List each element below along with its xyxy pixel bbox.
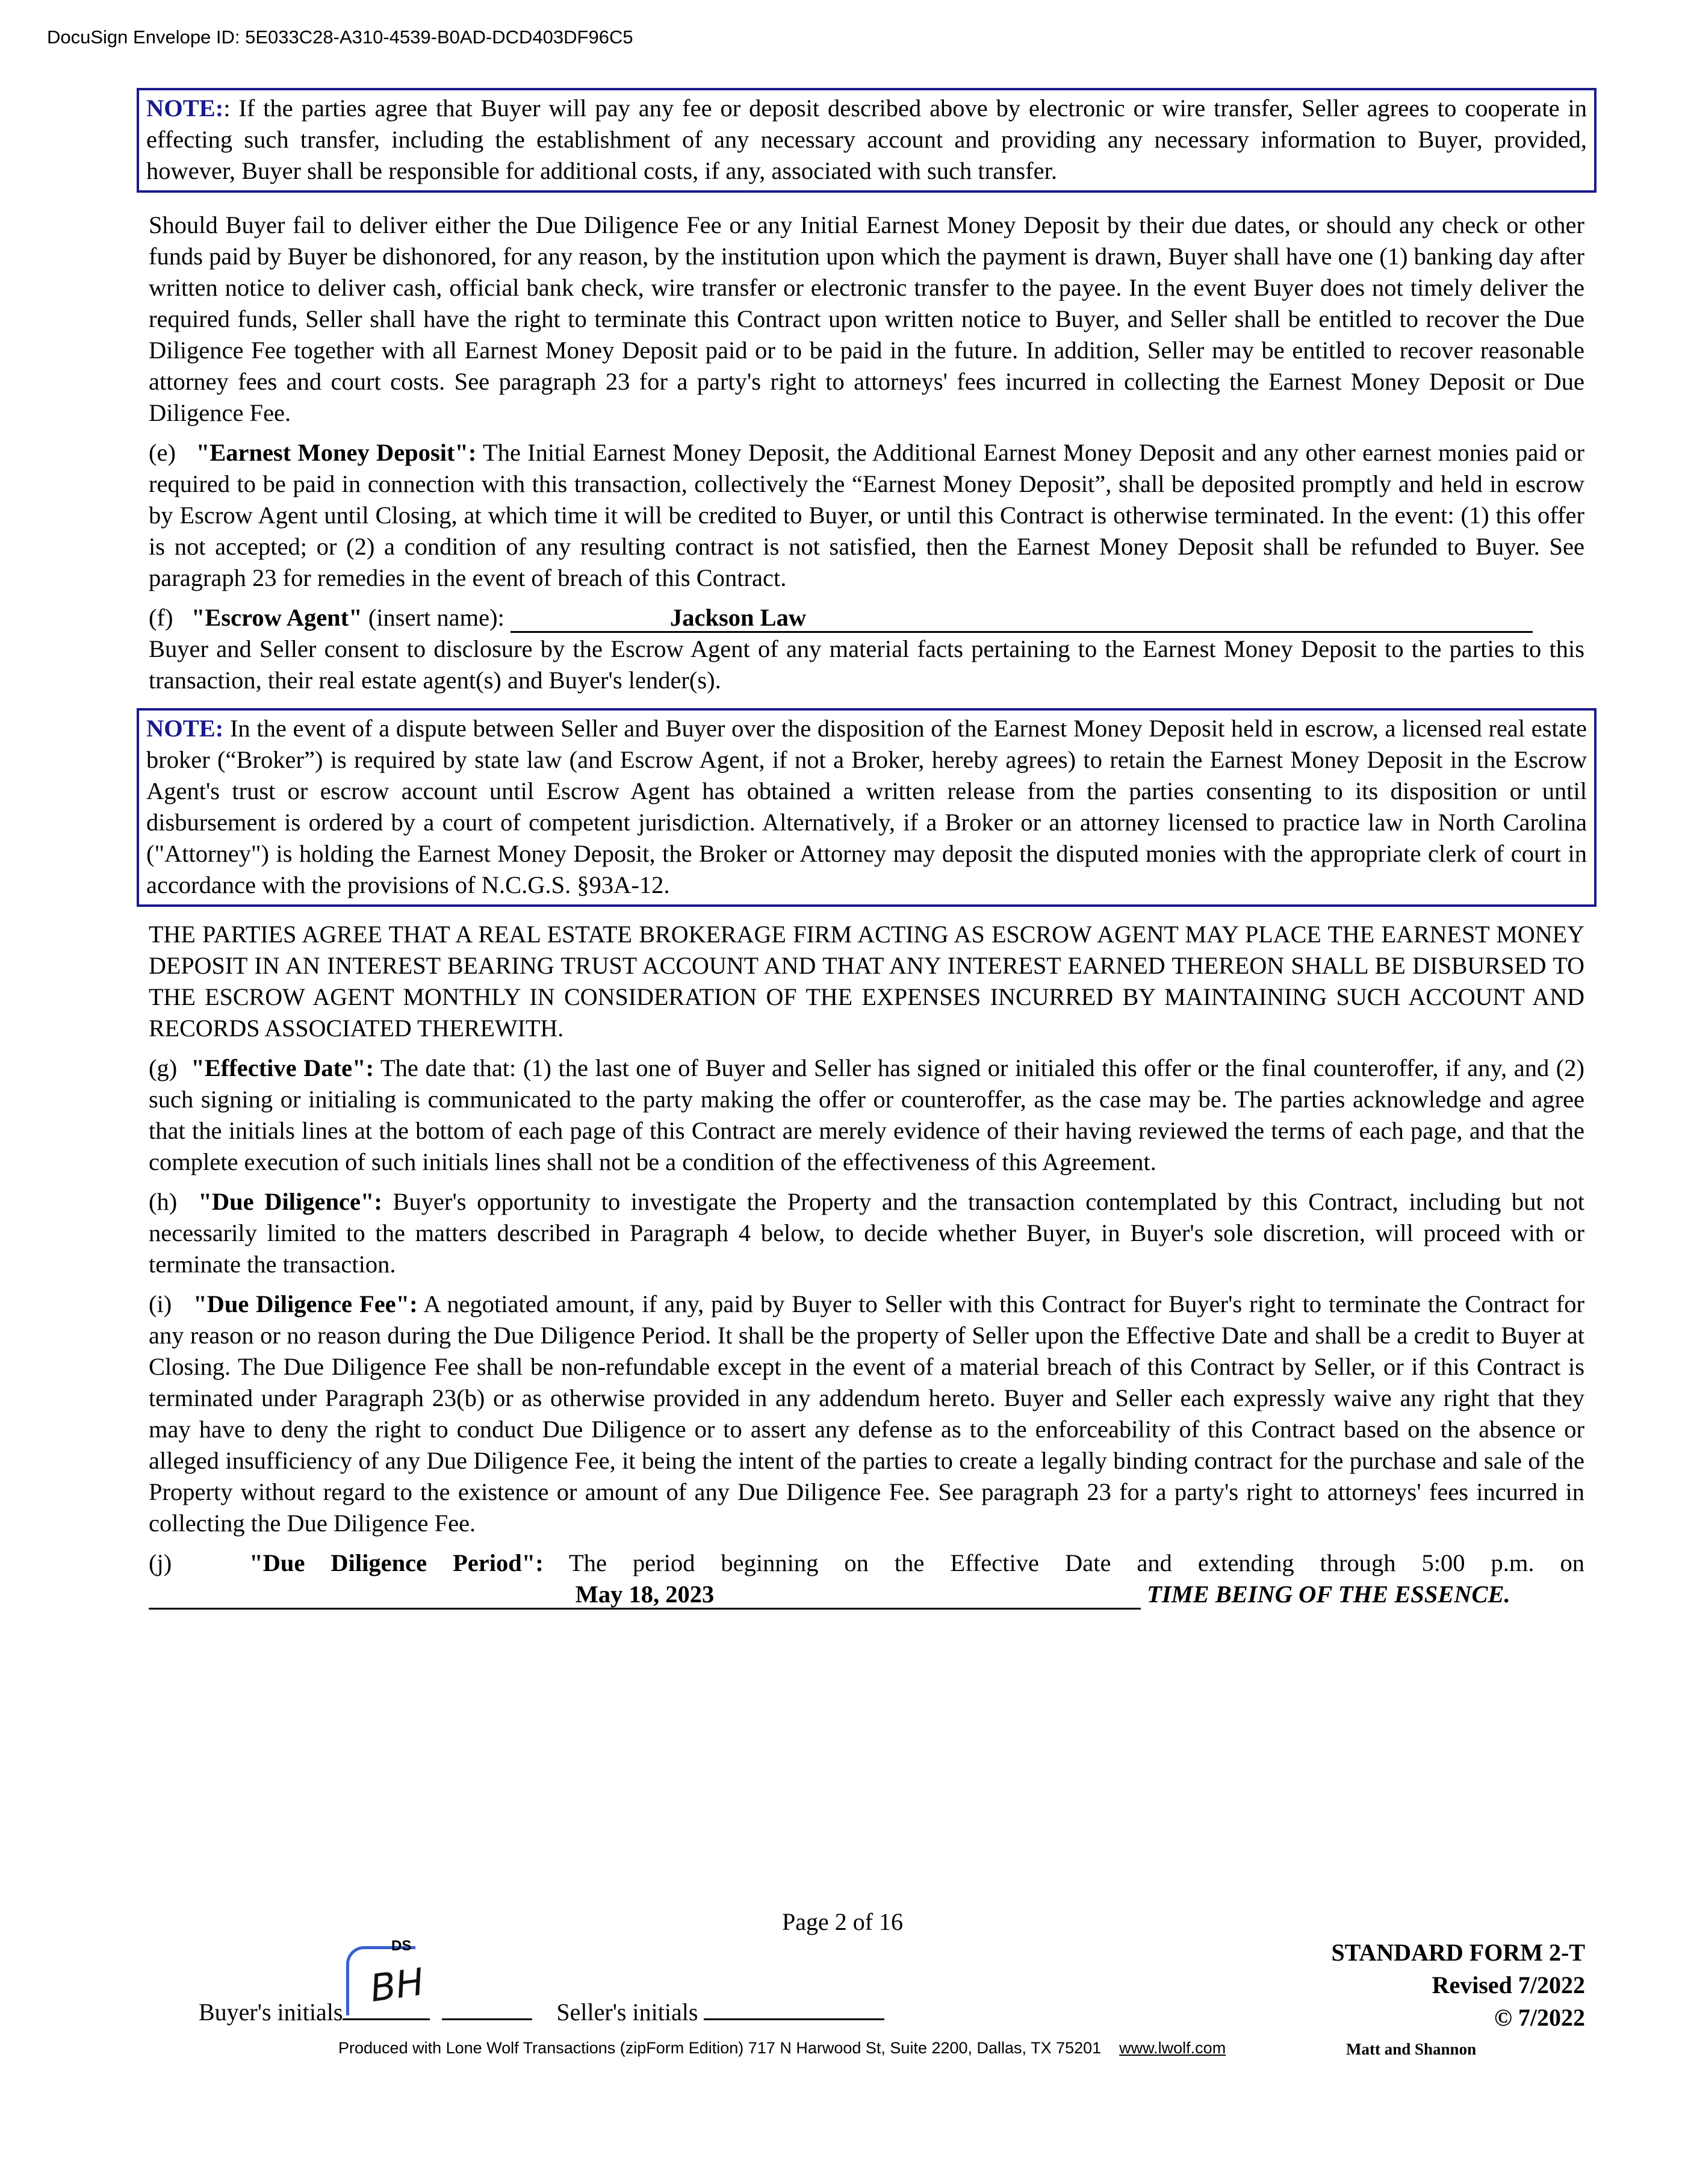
note-label: NOTE: xyxy=(146,95,224,122)
escrow-agent-value: Jackson Law xyxy=(669,604,807,631)
due-diligence-date-line xyxy=(149,1579,1584,1610)
buyer-initials-label: Buyer's initials xyxy=(199,1999,343,2026)
due-diligence-date-field[interactable] xyxy=(149,1581,1141,1610)
paragraph-text: The date that: (1) the last one of Buyer and Seller has signed or initialed this offer or the final counteroffer, if any, and (2) such signing or initialing is communicated to the party making the offer or counteroffer, as the case may be. The parties acknowledge and agree that the initials lines at the bottom of each page of this Contract are merely evidence of their having reviewed the terms of each page, and that the complete execution of such initials lines shall not be a condition of the effectiveness of this Agreement. xyxy=(149,1054,1584,1175)
paragraph-number: (i) xyxy=(149,1290,172,1318)
defined-term: "Due Diligence": xyxy=(198,1188,382,1215)
paragraph-j-due-diligence-period xyxy=(149,1548,1584,1579)
producer-text: Produced with Lone Wolf Transactions (zipForm Edition) 717 N Harwood St, Suite 2200, Dallas, TX 75201 xyxy=(338,2039,1102,2057)
seller-initials-label: Seller's initials xyxy=(556,1999,698,2026)
defined-term: "Escrow Agent" xyxy=(191,604,362,631)
paragraph-number: (f) xyxy=(149,604,173,631)
paragraph-number: (g) xyxy=(149,1054,178,1081)
defined-term: "Due Diligence Period": xyxy=(249,1549,544,1576)
form-title: STANDARD FORM 2-T xyxy=(1331,1939,1585,1966)
defined-term: "Due Diligence Fee": xyxy=(193,1290,418,1318)
seller-initials-field[interactable] xyxy=(704,1999,884,2020)
paragraph-number: (h) xyxy=(149,1188,178,1215)
buyer-initials-signature: BH xyxy=(367,1959,427,2011)
note-text: : If the parties agree that Buyer will pay any fee or deposit described above by electronic or wire transfer, Seller agrees to cooperate in effecting such transfer, including the establishment of any necessary account and providing any necessary information to Buyer, provided, however, Buyer shall be responsible for additional costs, if any, associated with such transfer. xyxy=(146,95,1587,184)
note-box-wire-transfer xyxy=(137,88,1597,193)
note-text: In the event of a dispute between Seller and Buyer over the disposition of the Earnest Money Deposit held in escrow, a licensed real estate broker (“Broker”) is required by state law (and Escrow Agent, if not a Broker, hereby agrees) to retain the Earnest Money Deposit in the Escrow Agent's trust or escrow account until Escrow Agent has obtained a written release from the parties consenting to its disposition or until disbursement is ordered by a court of competent jurisdiction. Alternatively, if a Broker or an attorney licensed to practice law in North Carolina ("Attorney") is holding the Earnest Money Deposit, the Broker or Attorney may deposit the disputed monies with the appropriate clerk of court in accordance with the provisions of N.C.G.S. §93A-12. xyxy=(146,715,1587,898)
paragraph-f-disclosure: Buyer and Seller consent to disclosure by the Escrow Agent of any material facts pertaining to the Earnest Money Deposit to the parties to this transaction, their real estate agent(s) and Buyer's lender(s). xyxy=(149,635,1584,694)
client-name: Matt and Shannon xyxy=(1346,2040,1477,2058)
paragraph-text: The Initial Earnest Money Deposit, the Additional Earnest Money Deposit and any other earnest monies paid or required to be paid in connection with this transaction, collectively the “Earnest Money Deposit”, shall be deposited promptly and held in escrow by Escrow Agent until Closing, at which time it will be credited to Buyer, or until this Contract is otherwise terminated. In the event: (1) this offer is not accepted; or (2) a condition of any resulting contract is not satisfied, then the Earnest Money Deposit shall be refunded to Buyer. See paragraph 23 for remedies in the event of breach of this Contract. xyxy=(149,439,1584,591)
page-number: Page 2 of 16 xyxy=(781,1908,904,1935)
paragraph-number: (j) xyxy=(149,1549,172,1576)
insert-name-label: (insert name): xyxy=(368,604,504,631)
buyer-initials-field-2[interactable] xyxy=(442,1999,532,2020)
paragraph-text: A negotiated amount, if any, paid by Buyer to Seller with this Contract for Buyer's right to terminate the Contract for any reason or no reason during the Due Diligence Period. It shall be the property of Seller upon the Effective Date and shall be a credit to Buyer at Closing. The Due Diligence Fee shall be non-refundable except in the event of a material breach of this Contract by Seller, or if this Contract is terminated under Paragraph 23(b) or as otherwise provided in any addendum hereto. Buyer and Seller each expressly waive any right that they may have to deny the right to conduct Due Diligence or to assert any defense as to the enforceability of this Contract based on the absence or alleged insufficiency of any Due Diligence Fee, it being the intent of the parties to create a legally binding contract for the purchase and sale of the Property without regard to the existence or amount of any Due Diligence Fee. See paragraph 23 for a party's right to attorneys' fees incurred in collecting the Due Diligence Fee. xyxy=(149,1290,1584,1537)
paragraph-h-due-diligence xyxy=(149,1186,1584,1280)
envelope-id: DocuSign Envelope ID: 5E033C28-A310-4539-B0AD-DCD403DF96C5 xyxy=(47,26,633,48)
time-of-essence: TIME BEING OF THE ESSENCE. xyxy=(1147,1581,1510,1608)
buyer-initials-field-1[interactable] xyxy=(343,1999,430,2020)
note-box-dispute xyxy=(137,708,1597,907)
form-revised: Revised 7/2022 xyxy=(1432,1971,1585,1999)
initials-row xyxy=(199,1998,884,2026)
defined-term: "Effective Date": xyxy=(191,1054,374,1081)
due-diligence-date-value: May 18, 2023 xyxy=(575,1581,715,1608)
paragraph-g-effective-date xyxy=(149,1053,1584,1178)
paragraph-f-escrow-agent xyxy=(149,602,1584,633)
producer-line xyxy=(338,2039,1226,2058)
form-copyright: © 7/2022 xyxy=(1494,2004,1585,2031)
paragraph-text: Buyer's opportunity to investigate the Property and the transaction contemplated by this Contract, including but not necessarily limited to the matters described in Paragraph 4 below, to decide whether Buyer, in Buyer's sole discretion, will proceed with or terminate the transaction. xyxy=(149,1188,1585,1278)
paragraph-failure-to-deliver: Should Buyer fail to deliver either the Due Diligence Fee or any Initial Earnest Money Deposit by their due dates, or should any check or other funds paid by Buyer be dishonored, for any reason, by the institution upon which the payment is drawn, Buyer shall have one (1) banking day after written notice to deliver cash, official bank check, wire transfer or electronic transfer to the payee. In the event Buyer does not timely deliver the required funds, Seller shall have the right to terminate this Contract upon written notice to Buyer, and Seller shall be entitled to recover the Due Diligence Fee together with all Earnest Money Deposit paid or to be paid in the future. In addition, Seller may be entitled to recover reasonable attorney fees and court costs. See paragraph 23 for a party's right to attorneys' fees incurred in collecting the Earnest Money Deposit or Due Diligence Fee. xyxy=(149,211,1584,426)
note-label: NOTE: xyxy=(146,715,224,742)
paragraph-interest-bearing-account: THE PARTIES AGREE THAT A REAL ESTATE BROKERAGE FIRM ACTING AS ESCROW AGENT MAY PLACE THE EARNEST MONEY DEPOSIT IN AN INTEREST BEARING TRUST ACCOUNT AND THAT ANY INTEREST EARNED THEREON SHALL BE DISBURSED TO THE ESCROW AGENT MONTHLY IN CONSIDERATION OF THE EXPENSES INCURRED BY MAINTAINING SUCH ACCOUNT AND RECORDS ASSOCIATED THEREWITH. xyxy=(149,921,1584,1042)
escrow-agent-field[interactable] xyxy=(510,605,1533,633)
paragraph-e-earnest-money xyxy=(149,437,1584,594)
lwolf-link[interactable]: www.lwolf.com xyxy=(1119,2039,1226,2057)
document-body xyxy=(146,88,1587,1610)
paragraph-text: The period beginning on the Effective Date and extending through 5:00 p.m. on xyxy=(569,1549,1584,1576)
ds-label: DS xyxy=(391,1938,412,1954)
paragraph-number: (e) xyxy=(149,439,176,466)
form-identifier xyxy=(1332,1937,1585,2034)
defined-term: "Earnest Money Deposit": xyxy=(196,439,477,466)
paragraph-i-due-diligence-fee xyxy=(149,1289,1584,1539)
